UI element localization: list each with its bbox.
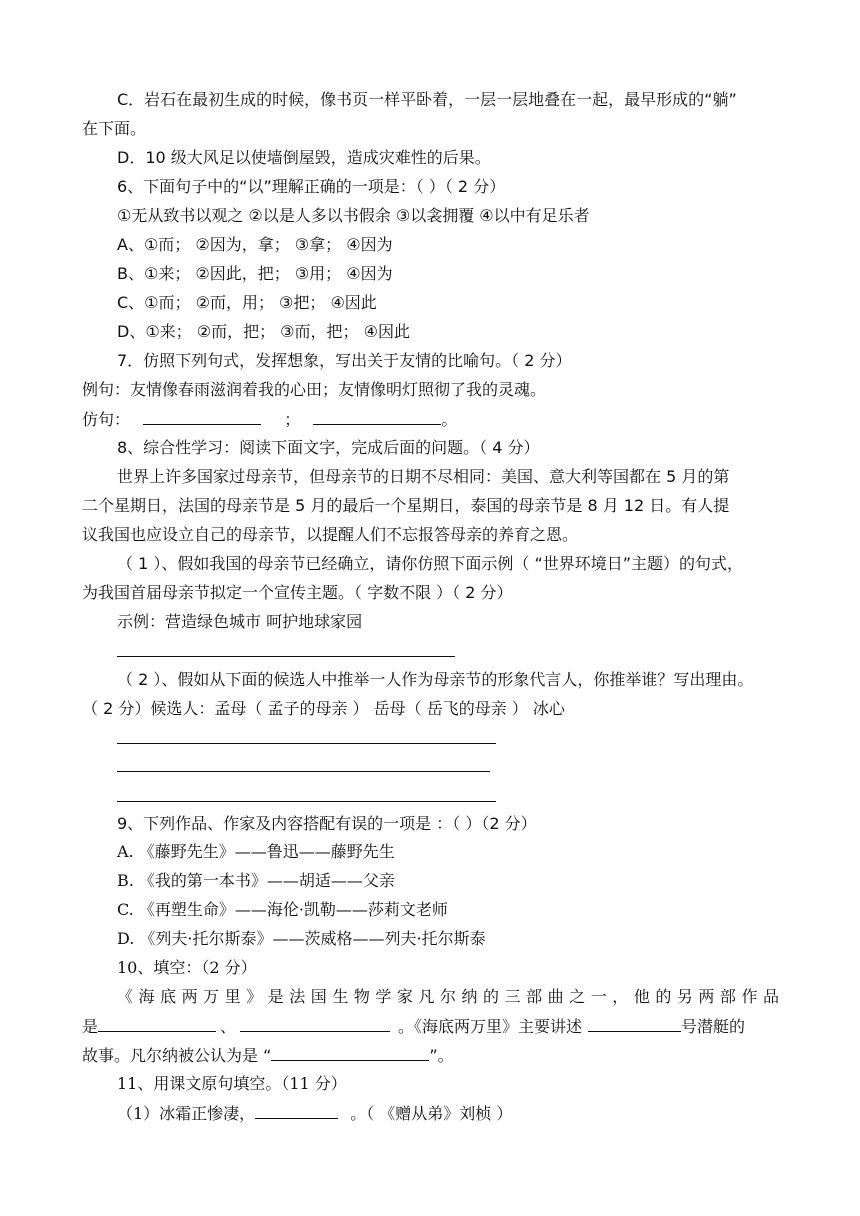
q7-separator: ； <box>284 410 301 429</box>
q10-blank-title[interactable] <box>271 1045 429 1061</box>
q5-option-c-line1: C．岩石在最初生成的时候，像书页一样平卧着，一层一层地叠在一起，最早形成的“躺” <box>117 90 737 109</box>
q8-sub1-line2: 为我国首届母亲节拟定一个宣传主题。（ 字数不限 ）（ 2 分） <box>82 583 513 602</box>
q7-example: 例句：友情像春雨滋润着我的心田；友情像明灯照彻了我的灵魂。 <box>82 380 547 399</box>
q6-option-b: B、①来； ②因此，把； ③用； ④因为 <box>117 264 393 283</box>
q11-item1-source: 。（ 《赠从弟》刘桢 ） <box>350 1104 513 1123</box>
q6-option-d: D、①来； ②而，把； ③而，把； ④因此 <box>117 322 410 341</box>
q11-item1 <box>117 1103 512 1124</box>
q11-item1-blank[interactable] <box>255 1103 338 1119</box>
q7-end: 。 <box>441 410 458 429</box>
q9-option-a: A. 《藤野先生》——鲁迅——藤野先生 <box>117 842 395 861</box>
q10-line2-prefix: 是 <box>82 1017 99 1036</box>
q8-sub1-line1: （ 1 ）、假如我国的母亲节已经确立，请你仿照下面示例（ “世界环境日”主题）的句式， <box>117 554 744 573</box>
q10-line2-mid: 。《海底两万里》主要讲述 <box>398 1017 583 1036</box>
q9-option-d: D. 《列夫·托尔斯泰》——茨威格——列夫·托尔斯泰 <box>117 929 486 948</box>
q5-option-c-line2: 在下面。 <box>82 119 147 138</box>
q7-blank-2[interactable] <box>313 409 441 425</box>
q11-stem: 11、用课文原句填空。（11 分） <box>117 1074 347 1093</box>
q8-sub2-answer-line-1[interactable] <box>117 743 496 744</box>
q8-passage-line2: 二个星期日，法国的母亲节是 5 月的最后一个星期日，泰国的母亲节是 8 月 12 日。有人提 <box>82 496 730 515</box>
q10-line2-comma: 、 <box>220 1017 237 1036</box>
q8-sub2-line2: （ 2 分）候选人：孟母（ 孟子的母亲 ） 岳母（ 岳飞的母亲 ） 冰心 <box>82 699 565 718</box>
q10-line3-suffix: ”。 <box>429 1046 454 1065</box>
q10-line1: 《海底两万里》是法国生物学家凡尔纳的三部曲之一，他的另两部作品 <box>117 987 779 1006</box>
q8-sub1-example: 示例：营造绿色城市 呵护地球家园 <box>117 612 363 631</box>
q10-blank-work-1[interactable] <box>98 1016 216 1032</box>
q8-sub2-answer-line-2[interactable] <box>117 771 490 772</box>
q6-option-a: A、①而； ②因为，拿； ③拿； ④因为 <box>117 235 393 254</box>
q6-option-c: C、①而； ②而，用； ③把； ④因此 <box>117 293 377 312</box>
q8-sub2-line1: （ 2 ）、假如从下面的候选人中推举一人作为母亲节的形象代言人，你推举谁？写出理由。 <box>117 670 754 689</box>
q10-line2 <box>82 1016 745 1037</box>
q7-label: 仿句： <box>82 410 131 429</box>
q6-sentences: ①无从致书以观之 ②以是人多以书假余 ③以衾拥覆 ④以中有足乐者 <box>117 206 590 225</box>
q10-line2-suffix: 号潜艇的 <box>681 1017 746 1036</box>
q9-option-c: C. 《再塑生命》——海伦·凯勒——莎莉文老师 <box>117 900 448 919</box>
q9-option-b: B. 《我的第一本书》——胡适——父亲 <box>117 871 395 890</box>
q7-imitation-line <box>82 409 457 430</box>
q8-sub1-answer-line[interactable] <box>117 656 455 657</box>
q6-stem: 6、下面句子中的“以”理解正确的一项是：（ ）（ 2 分） <box>117 177 506 196</box>
q10-line3-prefix: 故事。凡尔纳被公认为是 “ <box>82 1046 272 1065</box>
q8-stem: 8、综合性学习：阅读下面文字，完成后面的问题。（ 4 分） <box>117 438 540 457</box>
q8-passage-line3: 议我国也应设立自己的母亲节，以提醒人们不忘报答母亲的养育之恩。 <box>82 525 579 544</box>
q10-blank-submarine[interactable] <box>588 1016 681 1032</box>
q10-line3 <box>82 1045 454 1066</box>
q7-stem: 7．仿照下列句式，发挥想象，写出关于友情的比喻句。（ 2 分） <box>117 351 572 370</box>
q8-sub2-answer-line-3[interactable] <box>117 801 496 802</box>
q11-item1-prefix: （1）冰霜正惨凄， <box>117 1104 256 1123</box>
q10-blank-work-2[interactable] <box>240 1016 390 1032</box>
q5-option-d: D．10 级大风足以使墙倒屋毁，造成灾难性的后果。 <box>117 148 491 167</box>
q10-stem: 10、填空：（2 分） <box>117 958 257 977</box>
q7-blank-1[interactable] <box>143 409 261 425</box>
q9-stem: 9、下列作品、作家及内容搭配有误的一项是 ：（ ）（2 分） <box>117 814 537 833</box>
q8-passage-line1: 世界上许多国家过母亲节，但母亲节的日期不尽相同：美国、意大利等国都在 5 月的第 <box>117 467 730 486</box>
